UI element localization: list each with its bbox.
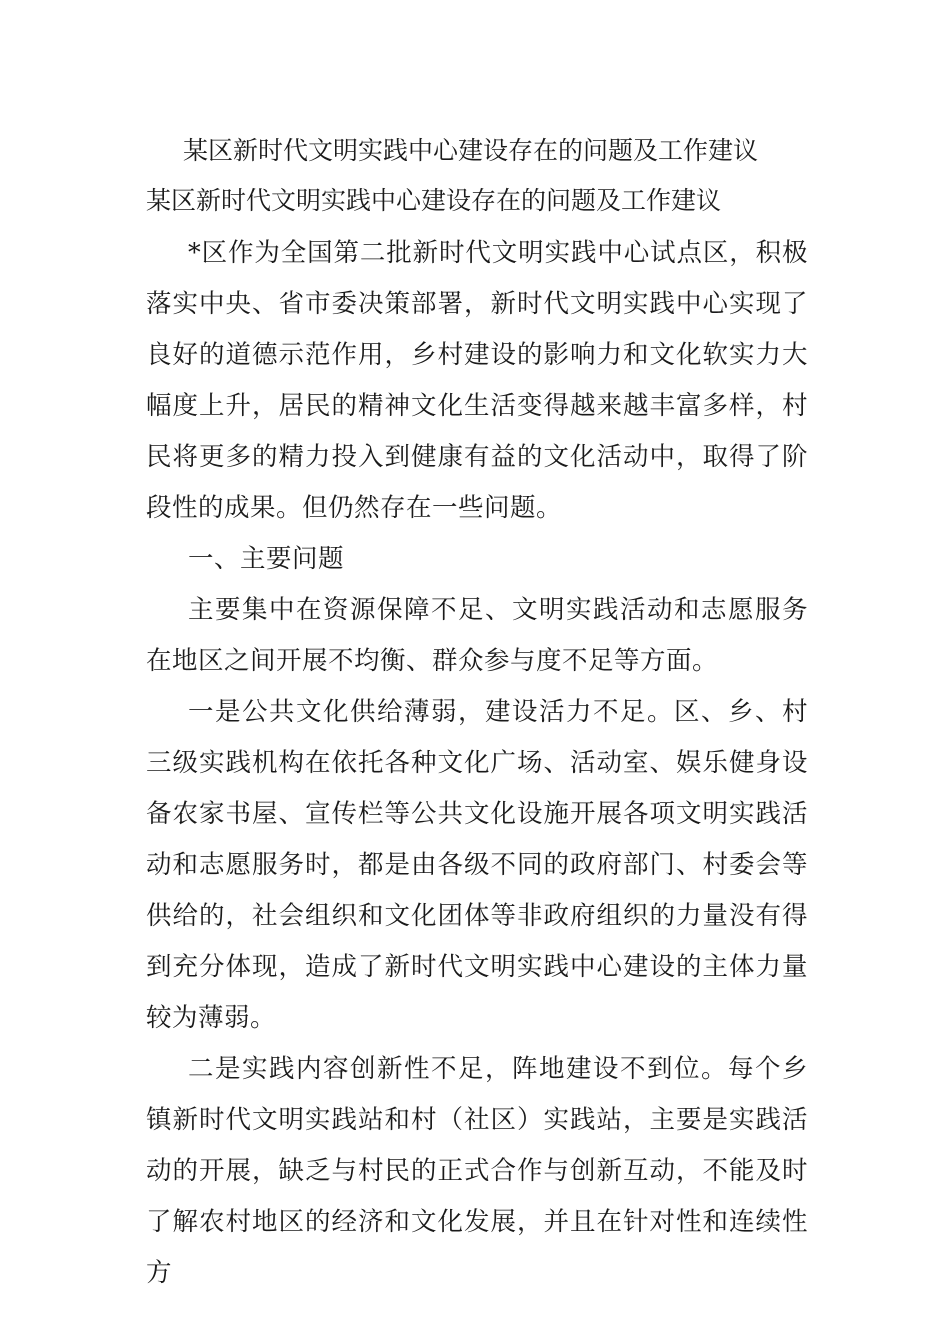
paragraph-summary: 主要集中在资源保障不足、文明实践活动和志愿服务在地区之间开展不均衡、群众参与度不足等方面。 — [146, 595, 808, 676]
document-subtitle: 某区新时代文明实践中心建设存在的问题及工作建议 — [146, 186, 722, 215]
paragraph-problem-one: 一是公共文化供给薄弱，建设活力不足。区、乡、村三级实践机构在依托各种文化广场、活动室、娱乐健身设备农家书屋、宣传栏等公共文化设施开展各项文明实践活动和志愿服务时，都是由各级不同的政府部门、村委会等供给的，社会组织和文化团体等非政府组织的力量没有得到充分体现，造成了新时代文明实践中心建设的主体力量较为薄弱。 — [146, 697, 808, 1033]
paragraph-problem-two: 二是实践内容创新性不足，阵地建设不到位。每个乡镇新时代文明实践站和村（社区）实践站，主要是实践活动的开展，缺乏与村民的正式合作与创新互动，不能及时了解农村地区的经济和文化发展，并且在针对性和连续性方 — [146, 1054, 808, 1288]
section-heading-main-problems: 一、主要问题 — [188, 544, 345, 574]
paragraph-intro: *区作为全国第二批新时代文明实践中心试点区，积极落实中央、省市委决策部署，新时代文明实践中心实现了良好的道德示范作用，乡村建设的影响力和文化软实力大幅度上升，居民的精神文化生活变得越来越丰富多样，村民将更多的精力投入到健康有益的文化活动中，取得了阶段性的成果。但仍然存在一些问题。 — [146, 238, 808, 523]
document-body — [146, 228, 808, 1299]
document-title: 某区新时代文明实践中心建设存在的问题及工作建议 — [183, 136, 759, 165]
